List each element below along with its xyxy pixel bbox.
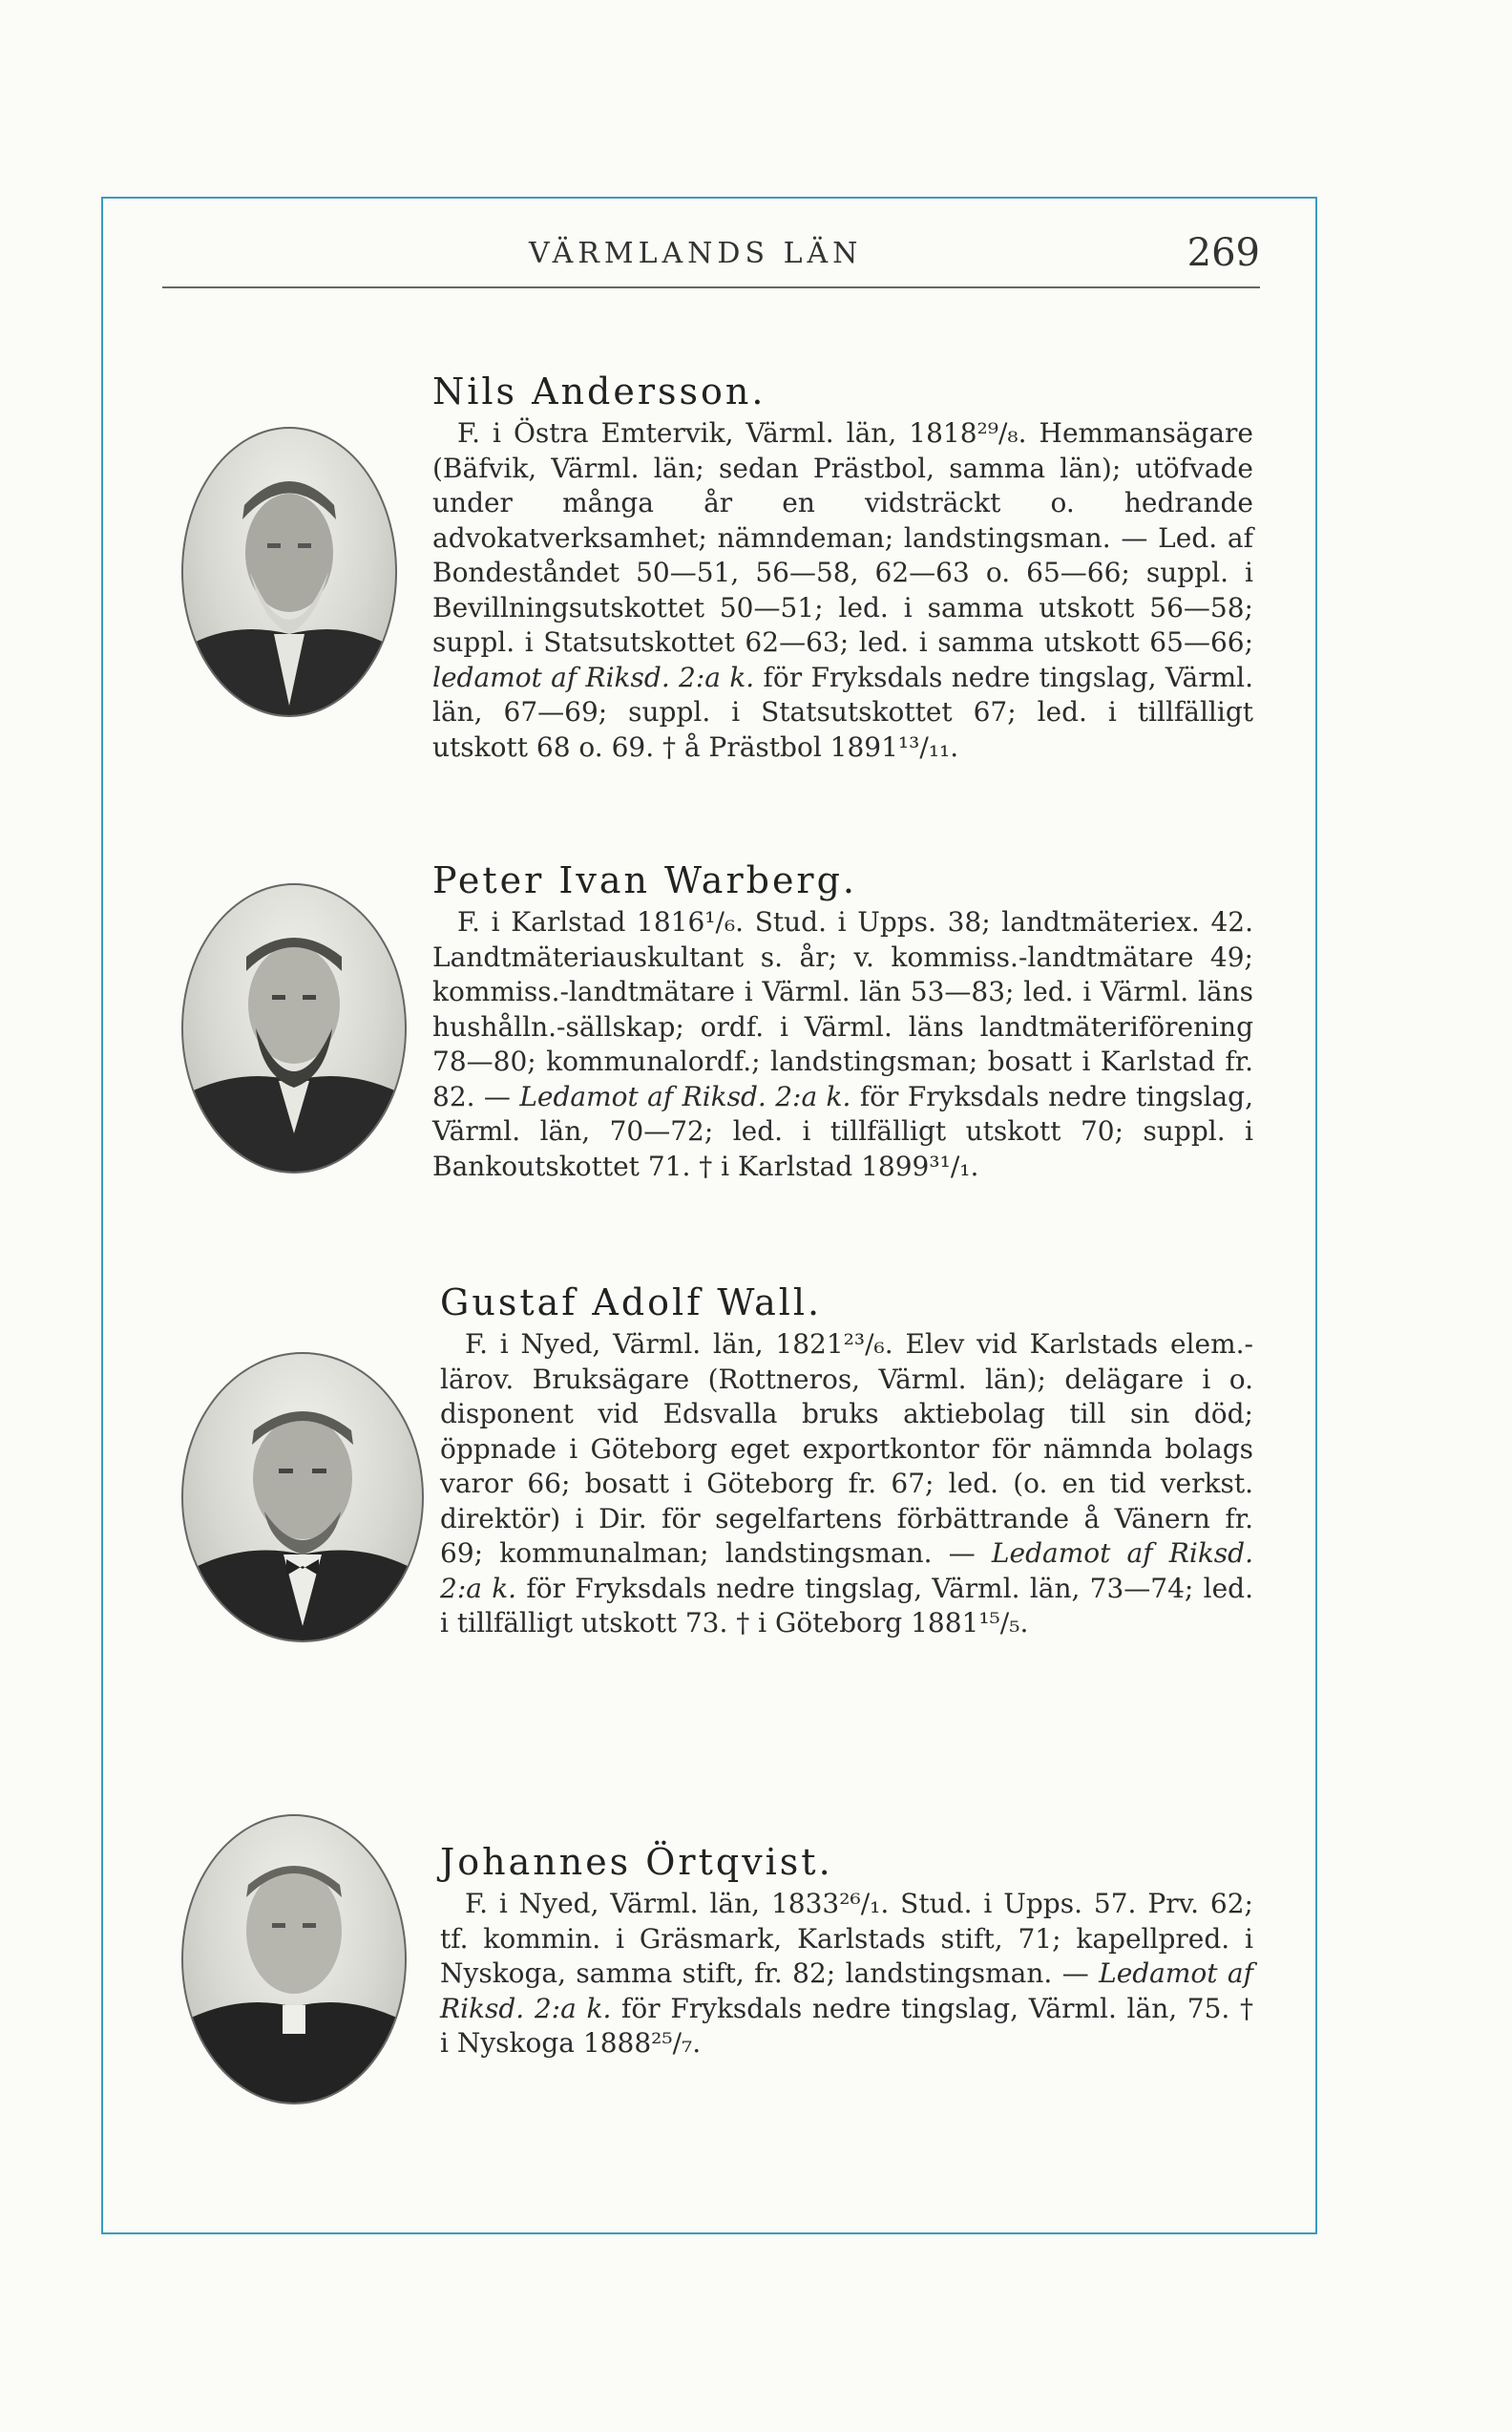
bio-text: F. i Östra Emtervik, Värml. län, 1818²⁹/₈. Hemmansägare (Bäfvik, Värml. län; sedan Prästbol, samma län); utöfvade under många år en vidsträckt o. hedrande advokatverksamhet; nämndeman; landstingsman. — Led. af Bondeståndet 50—51, 56—58, 62—63 o. 65—66; suppl. i Bevillningsutskottet 50—51; led. i samma utskott 56—58; suppl. i Statsutskottet 62—63; led. i samma utskott 65—66; — [432, 417, 1253, 658]
bio-text: F. i Nyed, Värml. län, 1821²³/₆. Elev vid Karlstads elem.-lärov. Bruksägare (Rottneros, Värml. län); delägare i o. disponent vid Edsvalla bruks aktiebolag till sin död; öppnade i Göteborg eget exportkontor för nämnda bolags varor 66; bosatt i Göteborg fr. 67; led. (o. en tid verkst. direktör) i Dir. för segelfartens förbättrande å Vänern fr. 69; kommunalman; landstingsman. — — [440, 1328, 1253, 1569]
person-name: Nils Andersson. — [432, 370, 766, 412]
bio-text: F. i Nyed, Värml. län, 1833²⁶/₁. Stud. i Upps. 57. Prv. 62; tf. kommin. i Gräsmark, Karlstads stift, 71; kapellpred. i Nyskoga, samma stift, fr. 82; landstingsman. — — [440, 1888, 1253, 1989]
bio-text: för Fryksdals nedre tingslag, Värml. län, 75. † i Nyskoga 1888²⁵/₇. — [440, 1992, 1253, 2059]
biography — [432, 905, 1253, 1184]
bio-text: för Fryksdals nedre tingslag, Värml. län, 70—72; led. i tillfälligt utskott 70; suppl. i Bankoutskottet 71. † i Karlstad 1899³¹/₁. — [432, 1080, 1254, 1182]
header-rule — [162, 286, 1260, 288]
person-name: Peter Ivan Warberg. — [432, 859, 857, 901]
bio-text: för Fryksdals nedre tingslag, Värml. län, 67—69; suppl. i Statsutskottet 67; led. i tillfälligt utskott 68 o. 69. † å Prästbol 1891¹³/₁₁. — [432, 661, 1254, 763]
portrait-photo — [181, 1352, 424, 1642]
header-title: VÄRMLANDS LÄN — [529, 237, 863, 270]
bio-text: för Fryksdals nedre tingslag, Värml. län, 73—74; led. i tillfälligt utskott 73. † i Göteborg 1881¹⁵/₅. — [440, 1572, 1253, 1639]
portrait-photo — [181, 1814, 407, 2104]
bio-italic: Ledamot af Riksd. 2:a k. — [519, 1080, 851, 1112]
biography — [440, 1887, 1253, 2062]
running-header — [162, 231, 1260, 281]
bio-italic: ledamot af Riksd. 2:a k. — [432, 661, 755, 693]
bio-text: F. i Karlstad 1816¹/₆. Stud. i Upps. 38; landtmäteriex. 42. Landtmäteriauskultant s. år; v. kommiss.-landtmätare 49; kommiss.-landtmätare i Värml. län 53—83; led. i Värml. läns hushålln.-sällskap; ordf. i Värml. läns landtmäteriförening 78—80; kommunalordf.; landstingsman; bosatt i Karlstad fr. 82. — — [432, 906, 1253, 1112]
portrait-photo — [181, 883, 407, 1174]
biography — [432, 416, 1253, 765]
bio-italic: Ledamot af Riksd. 2:a k. — [440, 1537, 1254, 1604]
portrait-photo — [181, 427, 397, 717]
biography — [440, 1327, 1253, 1641]
page-number: 269 — [1186, 231, 1260, 275]
person-name: Gustaf Adolf Wall. — [440, 1281, 823, 1323]
person-name: Johannes Örtqvist. — [440, 1841, 833, 1883]
bio-italic: Ledamot af Riksd. 2:a k. — [440, 1957, 1253, 2024]
